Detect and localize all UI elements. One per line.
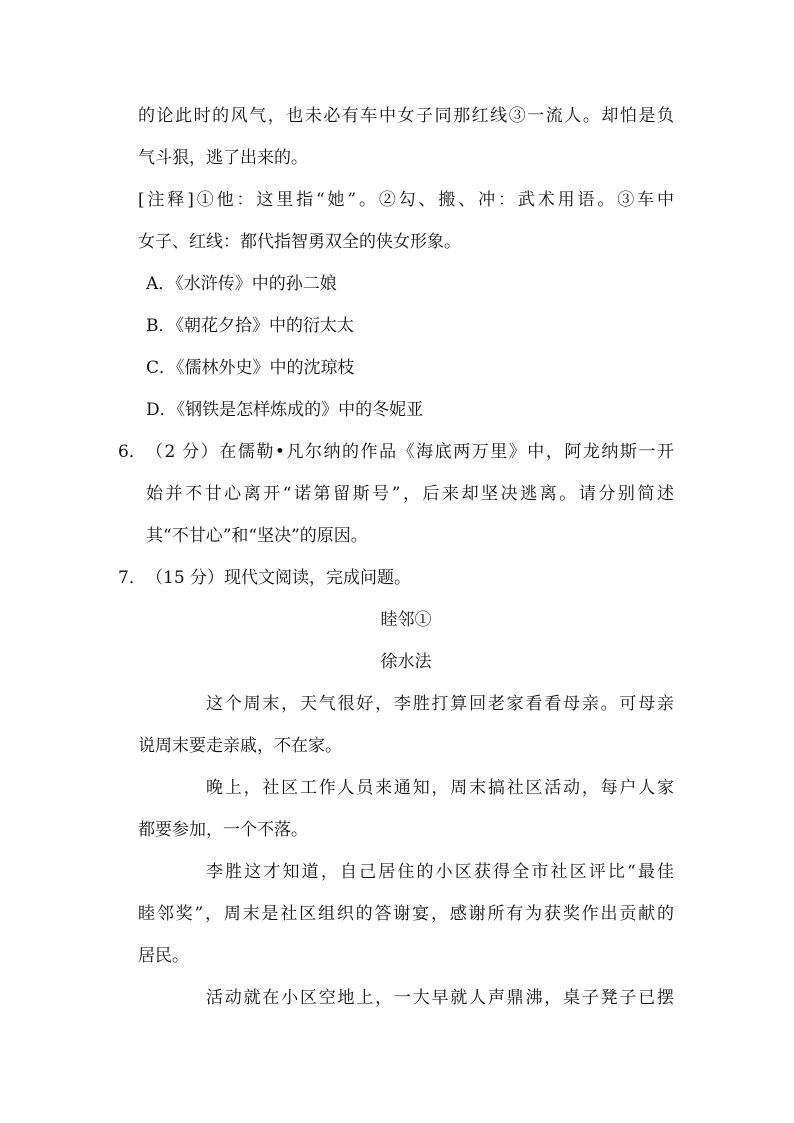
question-line: 其“不甘心”和“坚决”的原因。 [146, 526, 368, 546]
paragraph-line: 说周末要走亲戚，不在家。 [138, 736, 342, 756]
text-line: 的论此时的风气，也未必有车中女子同那红线③一流人。却怕是负 [138, 106, 674, 126]
paragraph-line: 这个周末，天气很好，李胜打算回老家看看母亲。可母亲 [206, 694, 674, 714]
option-d [146, 402, 423, 419]
question-line: 始并不甘心离开“诺第留斯号”，后来却坚决逃离。请分别简述 [146, 484, 674, 504]
option-c [146, 360, 355, 377]
option-text: 《儒林外史》中的沈琼枝 [176, 358, 355, 378]
article-title: 睦邻① [380, 610, 432, 630]
option-text: 《水浒传》中的孙二娘 [175, 274, 337, 294]
question-number: 7． [118, 568, 146, 588]
note-line: [注释]①他：这里指“她”。②勾、搬、冲：武术用语。③车中 [138, 190, 674, 210]
paragraph-line: 晚上，社区工作人员来通知，周末搞社区活动，每户人家 [206, 778, 674, 798]
option-letter: D． [146, 400, 177, 420]
option-letter: C． [146, 358, 177, 378]
option-b [146, 318, 354, 335]
paragraph-line: 居民。 [138, 946, 189, 966]
paragraph-line: 都要参加，一个不落。 [138, 820, 308, 840]
option-text: 《钢铁是怎样炼成的》中的冬妮亚 [176, 400, 424, 420]
note-line: 女子、红线：都代指智勇双全的侠女形象。 [138, 232, 461, 252]
paragraph-line: 李胜这才知道，自己居住的小区获得全市社区评比“最佳 [206, 862, 674, 882]
paragraph-line: 睦邻奖”，周末是社区组织的答谢宴，感谢所有为获奖作出贡献的 [138, 904, 674, 924]
text-line: 气斗狠，逃了出来的。 [138, 148, 308, 168]
option-text: 《朝花夕拾》中的衍太太 [175, 316, 354, 336]
option-letter: B． [146, 316, 176, 336]
article-author: 徐水法 [380, 652, 432, 672]
paragraph-line: 活动就在小区空地上，一大早就人声鼎沸，桌子凳子已摆 [206, 988, 674, 1008]
question-text: （15 分）现代文阅读，完成问题。 [146, 568, 412, 588]
option-letter: A． [146, 274, 176, 294]
question-line: （2 分）在儒勒•凡尔纳的作品《海底两万里》中，阿龙纳斯一开 [146, 442, 674, 462]
question-number: 6． [118, 442, 146, 462]
option-a [146, 276, 337, 293]
